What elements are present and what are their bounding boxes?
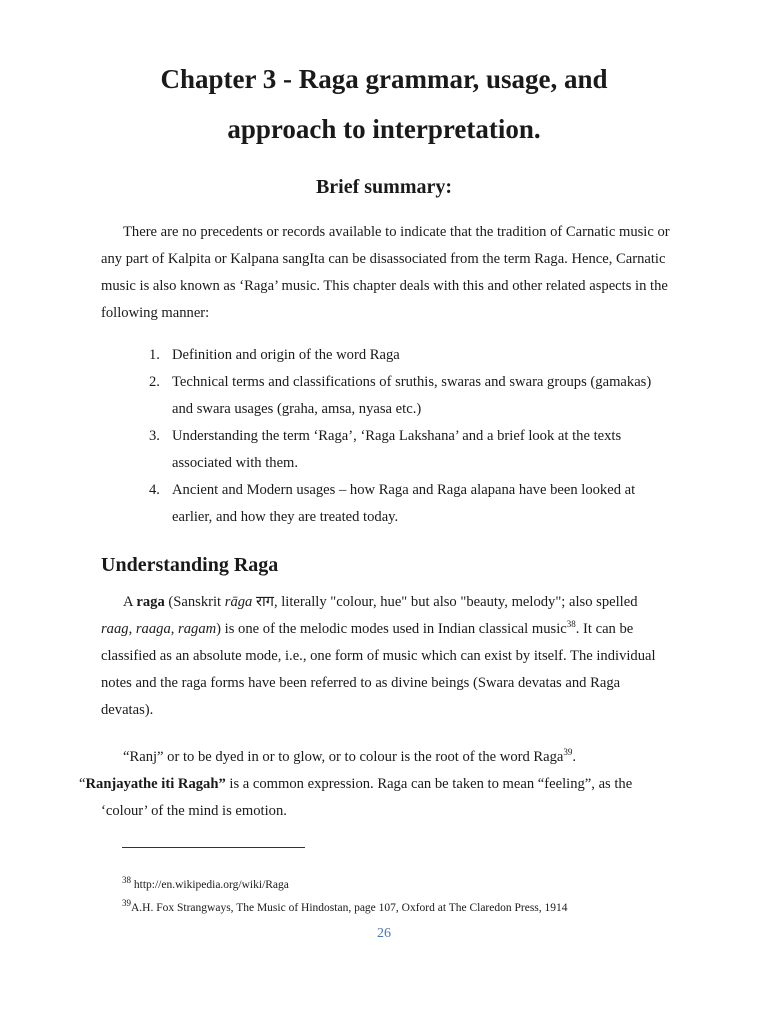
footnote-text: A.H. Fox Strangways, The Music of Hindostan, page 107, Oxford at The Claredon Press, 1914	[131, 902, 568, 914]
list-item	[101, 342, 671, 369]
chapter-title-line-2: approach to interpretation.	[227, 114, 541, 144]
footnote-divider	[122, 847, 305, 848]
list-item-text: Understanding the term ‘Raga’, ‘Raga Lakshana’ and a brief look at the texts associated with them.	[172, 428, 622, 471]
bold-term: Ranjayathe iti Ragah”	[85, 776, 226, 792]
footnote-text[interactable]: http://en.wikipedia.org/wiki/Raga	[131, 879, 289, 891]
text-run: ) is one of the melodic modes used in Indian classical music	[216, 621, 567, 637]
italic-term: rāga	[224, 594, 253, 610]
italic-term: raaga	[135, 621, 171, 637]
text-run: . It can be classified as an absolute mode, i.e., one form of music which can exist by itself. The individual notes and the raga forms have been referred to as divine beings (Swara devatas and Raga devatas).	[101, 621, 656, 718]
list-item-text: Ancient and Modern usages – how Raga and Raga alapana have been looked at earlier, and how they are treated today.	[172, 482, 636, 525]
page-number: 26	[377, 926, 391, 941]
text-run: ,	[170, 621, 179, 637]
summary-intro-paragraph: There are no precedents or records available to indicate that the tradition of Carnatic music or any part of Kalpita or Kalpana sangIta can be disassociated from the term Raga. Hence, Carnatic music is also known as ‘Raga’ music. This chapter deals with this and other related aspects in the following manner:	[101, 224, 670, 321]
text-run: is a common expression. Raga can be taken to mean “feeling”, as the ‘colour’ of the mind is emotion.	[101, 776, 633, 819]
list-item-number: 2.	[149, 374, 160, 390]
list-item	[101, 477, 671, 531]
footnote-number: 38	[122, 875, 131, 886]
summary-heading: Brief summary:	[315, 176, 453, 198]
italic-term: raag	[101, 621, 129, 637]
footnote-number: 39	[122, 898, 131, 909]
raga-root-paragraph	[79, 744, 671, 825]
footnote-ref[interactable]: 38	[566, 619, 576, 630]
bold-term: raga	[136, 594, 165, 610]
text-run: .	[572, 749, 577, 765]
text-run: ,	[128, 621, 136, 637]
list-item	[101, 423, 671, 477]
summary-list	[101, 342, 671, 531]
list-item-text: Technical terms and classifications of sruthis, swaras and swara groups (gamakas) and swara usages (graha, amsa, nyasa etc.)	[172, 374, 652, 417]
text-run: A	[123, 594, 137, 610]
footnote	[122, 875, 289, 891]
italic-term: ragam	[178, 621, 217, 637]
text-run: राग, literally "colour, hue" but also "beauty, melody"; also spelled	[252, 594, 638, 610]
list-item-text: Definition and origin of the word Raga	[172, 347, 400, 363]
list-item-number: 4.	[149, 482, 160, 498]
chapter-title-line-1: Chapter 3 - Raga grammar, usage, and	[160, 64, 608, 94]
section-heading: Understanding Raga	[101, 554, 279, 576]
text-run: (Sanskrit	[164, 594, 225, 610]
list-item-number: 3.	[149, 428, 160, 444]
list-item-number: 1.	[149, 347, 160, 363]
list-item	[101, 369, 671, 423]
footnote	[122, 898, 568, 914]
footnote-ref[interactable]: 39	[563, 747, 573, 758]
chapter-title	[100, 54, 668, 154]
text-run: “	[79, 776, 86, 792]
text-run: “Ranj” or to be dyed in or to glow, or to colour is the root of the word Raga	[123, 749, 564, 765]
raga-definition-paragraph	[101, 589, 671, 724]
